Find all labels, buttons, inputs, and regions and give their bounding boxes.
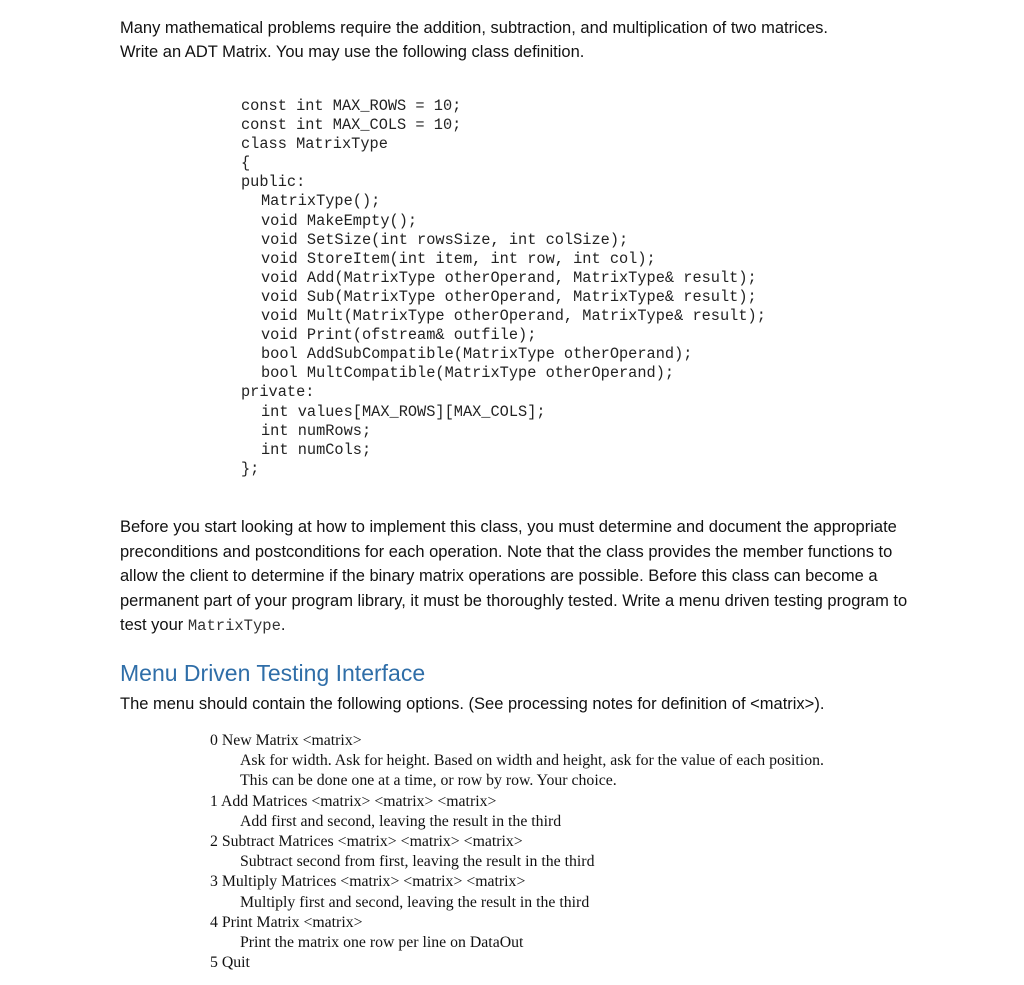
- instructions-paragraph: [120, 515, 910, 639]
- menu-option-label: 0 New Matrix <matrix>: [210, 732, 362, 749]
- code-line: const int MAX_ROWS = 10;: [241, 97, 462, 115]
- section-heading: Menu Driven Testing Interface: [120, 660, 426, 686]
- code-line: {: [241, 154, 251, 173]
- menu-option-label: 1 Add Matrices <matrix> <matrix> <matrix>: [210, 792, 497, 810]
- code-line: bool AddSubCompatible(MatrixType otherOperand);: [261, 345, 693, 364]
- code-line: void StoreItem(int item, int row, int col);: [261, 249, 656, 268]
- section-intro: The menu should contain the following options. (See processing notes for definition of <matrix>).: [120, 695, 825, 713]
- code-line: class MatrixType: [241, 135, 388, 154]
- code-line: };: [241, 459, 260, 478]
- intro-line-1: Many mathematical problems require the addition, subtraction, and multiplication of two matrices.: [120, 19, 829, 37]
- paragraph-text: Before you start looking at how to implement this class, you must determine and document the appropriate preconditions and postconditions for each operation. Note that the class provides the member functions to allow the client to determine if the binary matrix operations are possible. Before this class can become a permanent part of your program library, it must be thoroughly tested. Write a menu driven testing program to test your: [120, 518, 908, 635]
- code-line: void Add(MatrixType otherOperand, MatrixType& result);: [261, 268, 757, 287]
- code-term: MatrixType: [187, 617, 281, 636]
- code-line: bool MultCompatible(MatrixType otherOperand);: [261, 364, 675, 383]
- code-line: int values[MAX_ROWS][MAX_COLS];: [261, 402, 546, 421]
- menu-option-label: 3 Multiply Matrices <matrix> <matrix> <matrix>: [210, 873, 526, 891]
- code-line: void Sub(MatrixType otherOperand, MatrixType& result);: [261, 287, 757, 306]
- code-line: MatrixType();: [261, 192, 381, 211]
- code-line: void Mult(MatrixType otherOperand, MatrixType& result);: [261, 307, 766, 326]
- code-line: void SetSize(int rowsSize, int colSize);: [261, 230, 629, 249]
- menu-option-description: Print the matrix one row per line on DataOut: [240, 933, 524, 951]
- menu-option-description: This can be done one at a time, or row by row. Your choice.: [240, 772, 617, 790]
- intro-text: [120, 16, 1000, 64]
- menu-option-label: 2 Subtract Matrices <matrix> <matrix> <matrix>: [210, 832, 523, 850]
- code-line: int numCols;: [261, 440, 372, 459]
- code-line: void MakeEmpty();: [261, 211, 418, 230]
- paragraph-end: .: [280, 616, 286, 635]
- menu-options-list: [210, 731, 910, 973]
- menu-option-label: 4 Print Matrix <matrix>: [210, 913, 363, 931]
- code-line: int numRows;: [261, 421, 372, 440]
- code-line: private:: [241, 383, 315, 402]
- menu-option-description: Ask for width. Ask for height. Based on width and height, ask for the value of each position.: [240, 752, 824, 770]
- intro-line-2: Write an ADT Matrix. You may use the following class definition.: [120, 43, 585, 61]
- menu-option-description: Add first and second, leaving the result in the third: [240, 812, 562, 830]
- code-line: public:: [241, 173, 306, 192]
- class-definition-code: [241, 97, 766, 479]
- code-line: void Print(ofstream& outfile);: [261, 326, 537, 345]
- menu-option-description: Subtract second from first, leaving the result in the third: [240, 853, 595, 871]
- code-line: const int MAX_COLS = 10;: [241, 116, 462, 135]
- menu-option-label: 5 Quit: [210, 954, 250, 972]
- menu-option-description: Multiply first and second, leaving the result in the third: [240, 893, 590, 911]
